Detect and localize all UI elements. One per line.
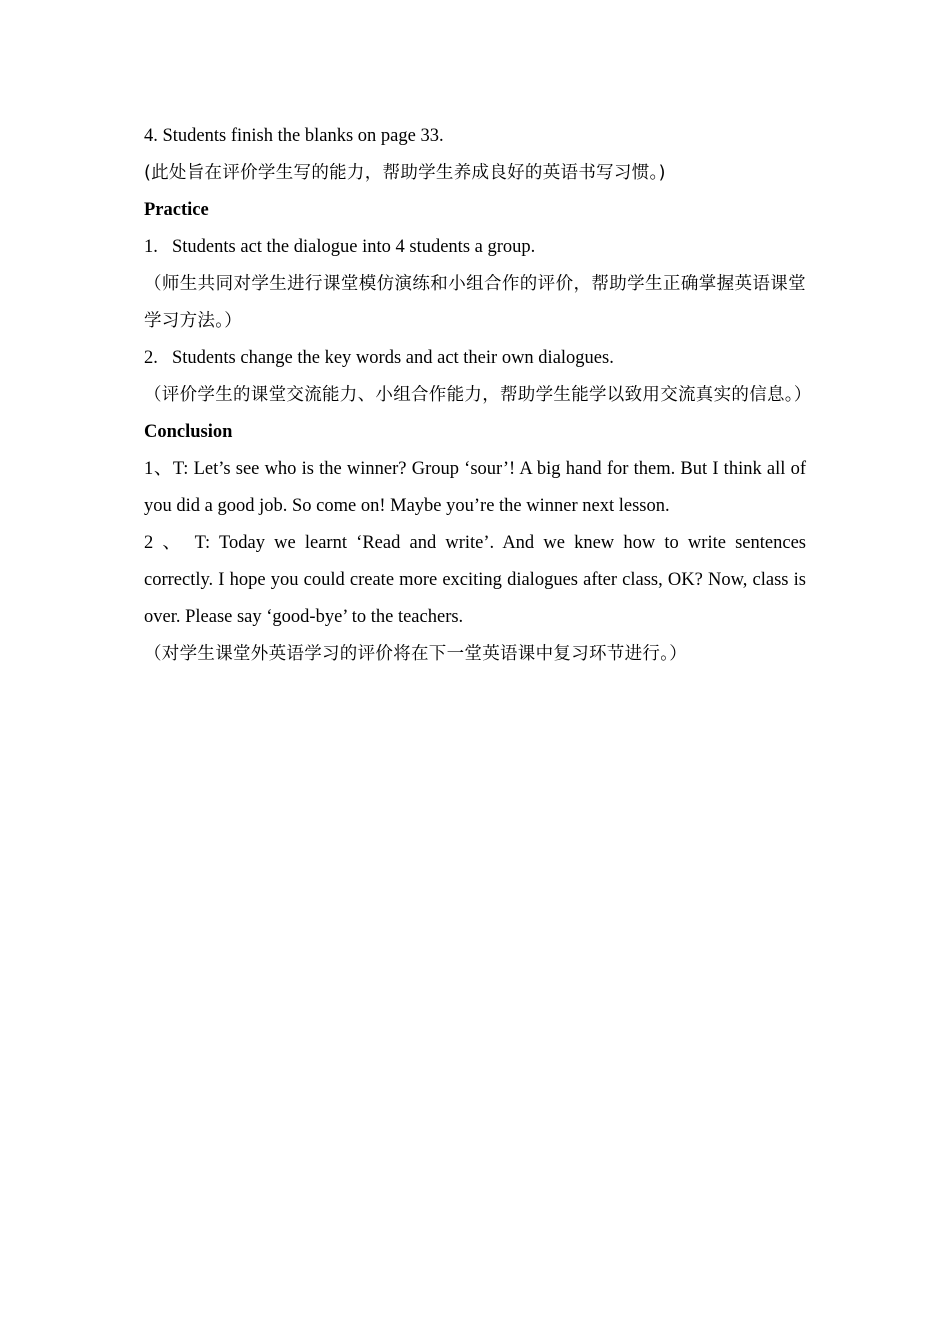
practice-note-1: （师生共同对学生进行课堂模仿演练和小组合作的评价，帮助学生正确掌握英语课堂学习方法。） (144, 274, 806, 331)
step-4-paragraph: 4. Students finish the blanks on page 33. (144, 126, 444, 146)
conclusion-item-1: 1、T: Let’s see who is the winner? Group ‘sour’! A big hand for them. But I think all of you did a good job. So come on! Maybe you’re the winner next lesson. (144, 459, 806, 516)
conclusion-heading: Conclusion (144, 422, 233, 442)
step-4-note: (此处旨在评价学生写的能力，帮助学生养成良好的英语书写习惯。) (144, 163, 666, 183)
practice-heading: Practice (144, 200, 209, 220)
practice-item-1-number: 1. (144, 237, 158, 257)
conclusion-item-2: 2 、 T: Today we learnt ‘Read and write’. And we knew how to write sentences correctly. I hope you could create more exciting dialogues after class, OK? Now, class is over. Please say ‘good-bye’ to the teachers. (144, 533, 806, 627)
conclusion-note: （对学生课堂外英语学习的评价将在下一堂英语课中复习环节进行。） (144, 644, 688, 664)
practice-item-1-text: Students act the dialogue into 4 students a group. (172, 237, 536, 257)
practice-item-2-text: Students change the key words and act their own dialogues. (172, 348, 614, 368)
practice-item-2 (144, 340, 806, 377)
practice-item-2-number: 2. (144, 348, 158, 368)
practice-item-1 (144, 229, 806, 266)
practice-note-2: （评价学生的课堂交流能力、小组合作能力，帮助学生能学以致用交流真实的信息。） (144, 385, 812, 405)
document-body (144, 118, 812, 673)
